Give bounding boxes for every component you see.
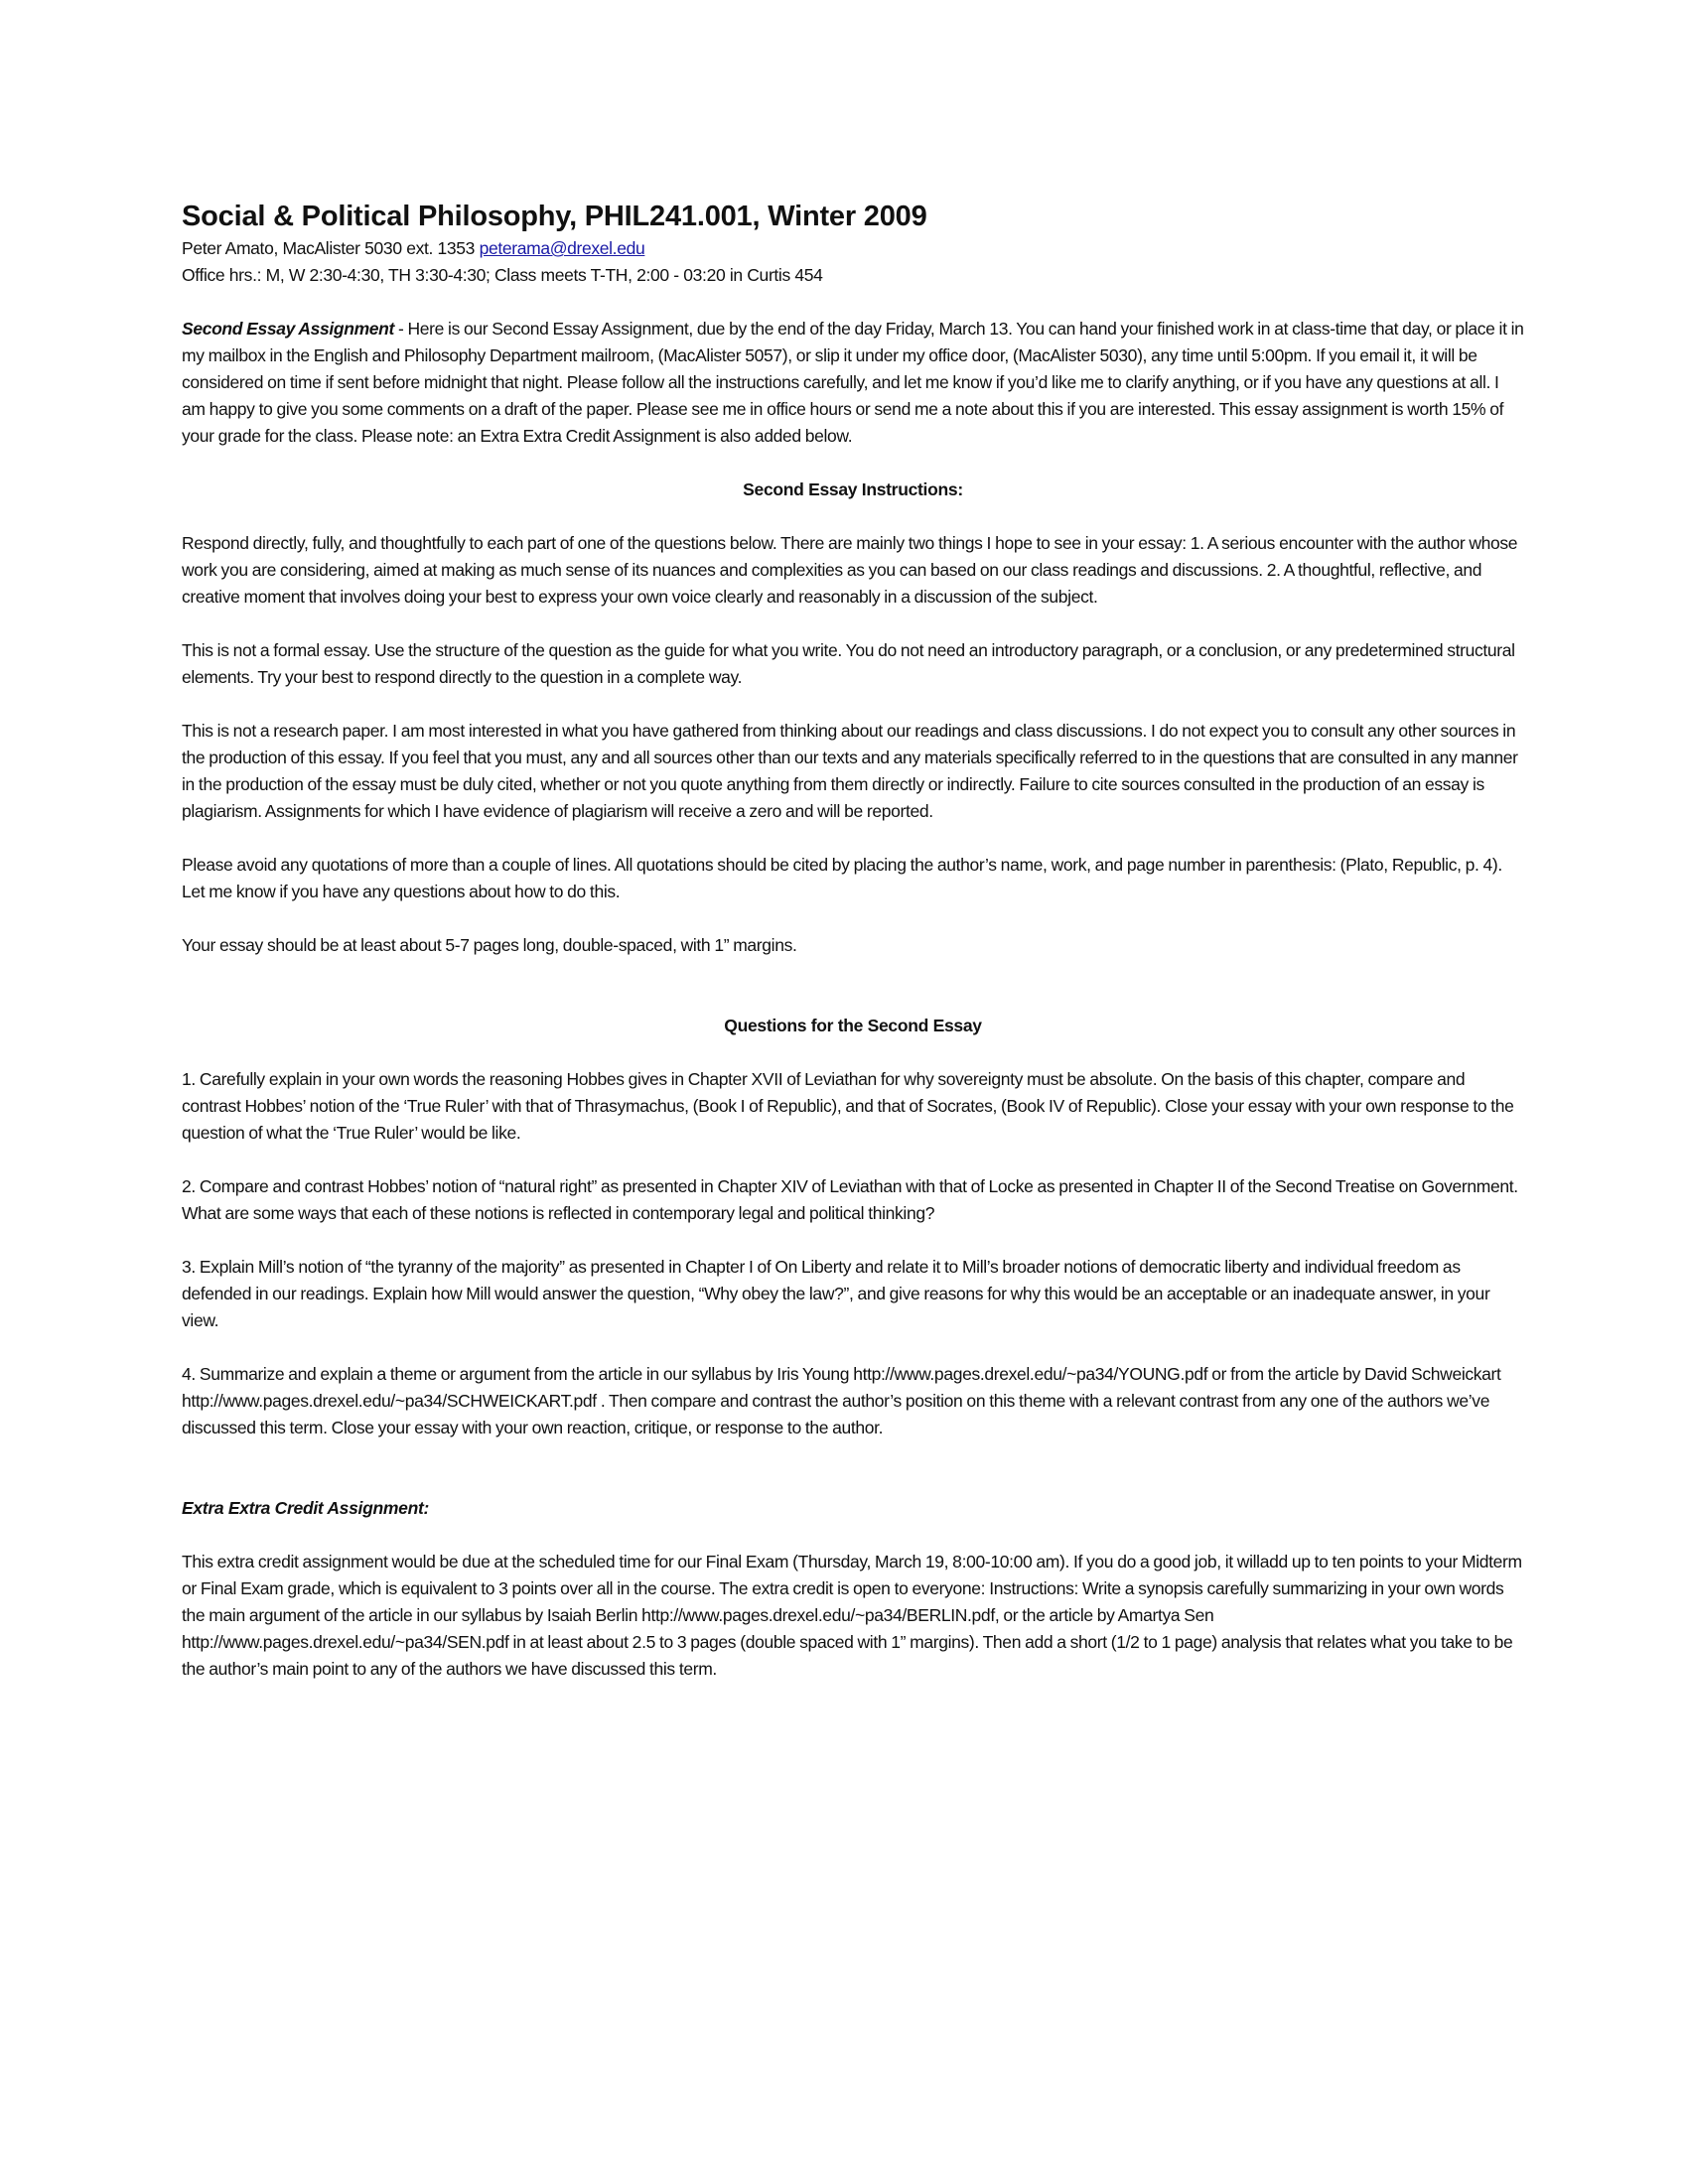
question-item: 4. Summarize and explain a theme or argument from the article in our syllabus by Iris Young http://www.pages.drexel.edu/~pa34/YOUNG.pdf or from the article by David Schweickart http://www.pages.drexel.edu/~pa34/SCHWEICKART.pdf . Then compare and contrast the author’s position on this theme with a relevant contrast from any one of the authors we’ve discussed this term. Close your essay with your own reaction, critique, or response to the author.	[182, 1364, 1501, 1437]
spacer	[182, 1227, 1524, 1254]
office-hours-line: Office hrs.: M, W 2:30-4:30, TH 3:30-4:30; Class meets T-TH, 2:00 - 03:20 in Curtis 454	[182, 265, 823, 285]
instructions-paragraph: This is not a formal essay. Use the structure of the question as the guide for what you write. You do not need an introductory paragraph, or a conclusion, or any predetermined structural elements. Try your best to respond directly to the question in a complete way.	[182, 640, 1515, 687]
spacer	[182, 1522, 1524, 1549]
extra-credit-heading: Extra Extra Credit Assignment:	[182, 1498, 430, 1518]
spacer	[182, 611, 1524, 637]
assignment-intro-paragraph	[182, 316, 1524, 450]
instructor-line	[182, 235, 1524, 262]
spacer	[182, 450, 1524, 477]
instructions-heading: Second Essay Instructions:	[743, 479, 963, 499]
question-item: 3. Explain Mill’s notion of “the tyranny of the majority” as presented in Chapter I of On Liberty and relate it to Mill’s broader notions of democratic liberty and individual freedom as defended in our readings. Explain how Mill would answer the question, “Why obey the law?”, and give reasons for why this would be an acceptable or an inadequate answer, in your view.	[182, 1257, 1490, 1330]
spacer	[182, 1039, 1524, 1066]
extra-credit-paragraph: This extra credit assignment would be due at the scheduled time for our Final Exam (Thursday, March 19, 8:00-10:00 am). If you do a good job, it willadd up to ten points to your Midterm or Final Exam grade, which is equivalent to 3 points over all in the course. The extra credit is open to everyone: Instructions: Write a synopsis carefully summarizing in your own words the main argument of the article in our syllabus by Isaiah Berlin http://www.pages.drexel.edu/~pa34/BERLIN.pdf, or the article by Amartya Sen http://www.pages.drexel.edu/~pa34/SEN.pdf in at least about 2.5 to 3 pages (double spaced with 1” margins). Then add a short (1/2 to 1 page) analysis that relates what you take to be the author’s main point to any of the authors we have discussed this term.	[182, 1552, 1522, 1679]
assignment-intro-lead: Second Essay Assignment	[182, 319, 394, 339]
spacer	[182, 503, 1524, 530]
spacer	[182, 289, 1524, 316]
question-item: 1. Carefully explain in your own words the reasoning Hobbes gives in Chapter XVII of Leviathan for why sovereignty must be absolute. On the basis of this chapter, compare and contrast Hobbes’ notion of the ‘True Ruler’ with that of Thrasymachus, (Book I of Republic), and that of Socrates, (Book IV of Republic). Close your essay with your own response to the question of what the ‘True Ruler’ would be like.	[182, 1069, 1514, 1143]
email-link[interactable]: peterama@drexel.edu	[479, 238, 645, 258]
spacer	[182, 959, 1524, 1013]
spacer	[182, 1334, 1524, 1361]
instructor-info: Peter Amato, MacAlister 5030 ext. 1353	[182, 238, 480, 258]
spacer	[182, 1147, 1524, 1173]
spacer	[182, 825, 1524, 852]
question-item: 2. Compare and contrast Hobbes’ notion of “natural right” as presented in Chapter XIV of Leviathan with that of Locke as presented in Chapter II of the Second Treatise on Government. What are some ways that each of these notions is reflected in contemporary legal and political thinking?	[182, 1176, 1518, 1223]
spacer	[182, 691, 1524, 718]
instructions-paragraph: Respond directly, fully, and thoughtfully to each part of one of the questions below. There are mainly two things I hope to see in your essay: 1. A serious encounter with the author whose work you are considering, aimed at making as much sense of its nuances and complexities as you can based on our class readings and discussions. 2. A thoughtful, reflective, and creative moment that involves doing your best to express your own voice clearly and reasonably in a discussion of the subject.	[182, 533, 1518, 607]
document-title: Social & Political Philosophy, PHIL241.001, Winter 2009	[182, 201, 927, 232]
instructions-paragraph: Your essay should be at least about 5-7 pages long, double-spaced, with 1” margins.	[182, 935, 797, 955]
questions-heading: Questions for the Second Essay	[724, 1016, 982, 1035]
document-page	[182, 198, 1524, 1683]
spacer	[182, 905, 1524, 932]
instructions-paragraph: This is not a research paper. I am most interested in what you have gathered from thinking about our readings and class discussions. I do not expect you to consult any other sources in the production of this essay. If you feel that you must, any and all sources other than our texts and any materials specifically referred to in the questions that are consulted in any manner in the production of the essay must be duly cited, whether or not you quote anything from them directly or indirectly. Failure to cite sources consulted in the production of an essay is plagiarism. Assignments for which I have evidence of plagiarism will receive a zero and will be reported.	[182, 721, 1518, 821]
instructions-paragraph: Please avoid any quotations of more than a couple of lines. All quotations should be cited by placing the author’s name, work, and page number in parenthesis: (Plato, Republic, p. 4). Let me know if you have any questions about how to do this.	[182, 855, 1502, 901]
assignment-intro-text: - Here is our Second Essay Assignment, due by the end of the day Friday, March 13. You can hand your finished work in at class-time that day, or place it in my mailbox in the English and Philosophy Department mailroom, (MacAlister 5057), or slip it under my office door, (MacAlister 5030), any time until 5:00pm. If you email it, it will be considered on time if sent before midnight that night. Please follow all the instructions carefully, and let me know if you’d like me to clarify anything, or if you have any questions at all. I am happy to give you some comments on a draft of the paper. Please see me in office hours or send me a note about this if you are interested. This essay assignment is worth 15% of your grade for the class. Please note: an Extra Extra Credit Assignment is also added below.	[182, 319, 1524, 446]
spacer	[182, 1441, 1524, 1495]
